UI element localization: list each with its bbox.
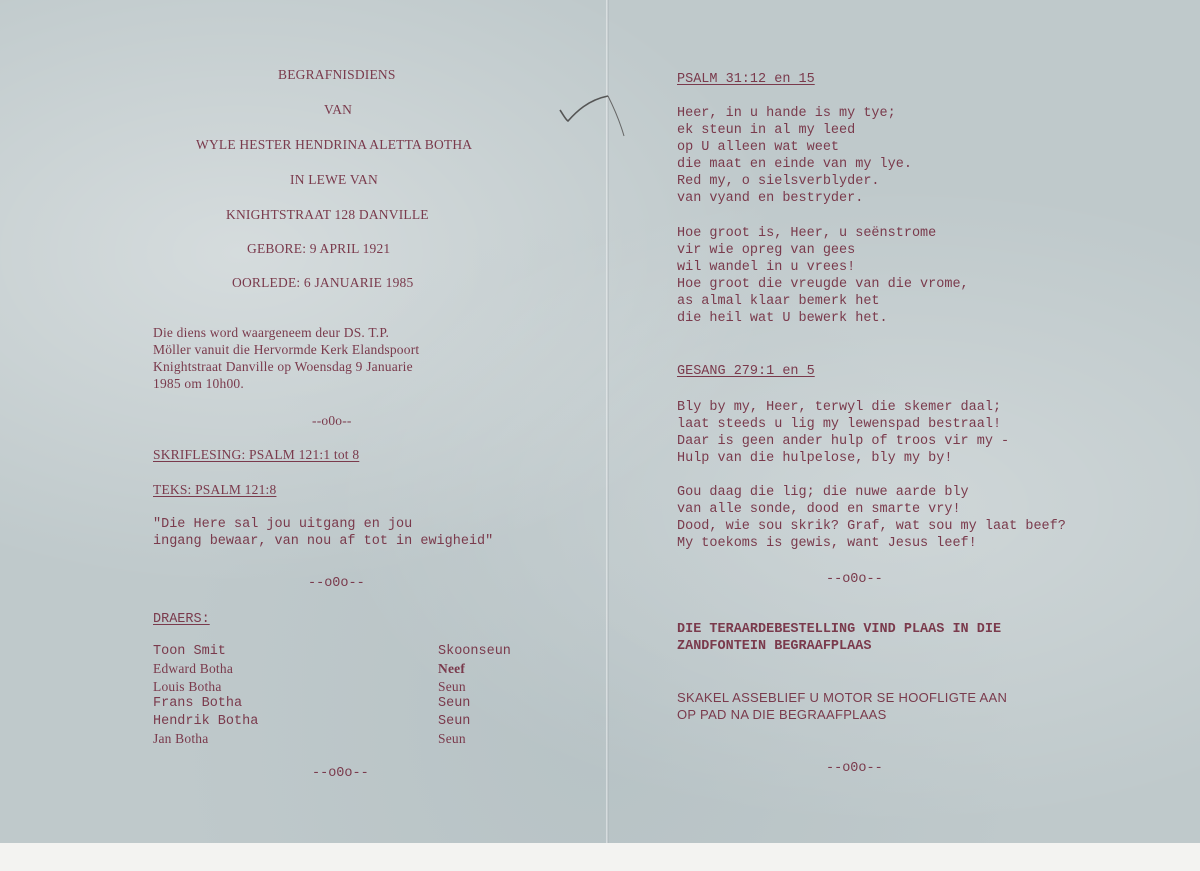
deceased-name: WYLE HESTER HENDRINA ALETTA BOTHA — [196, 137, 473, 152]
bearers-list — [153, 643, 613, 753]
bearer-name: Toon Smit — [153, 644, 226, 659]
separator: --o0o-- — [308, 576, 365, 591]
bearer-name: Edward Botha — [153, 661, 234, 676]
notice-line: OP PAD NA DIE BEGRAAFPLAAS — [677, 707, 887, 722]
verse-line: ek steun in al my leed — [677, 123, 856, 138]
verse-line: My toekoms is gewis, want Jesus leef! — [677, 536, 977, 551]
verse-line: die maat en einde van my lye. — [677, 157, 912, 172]
notice-line: DIE TERAARDEBESTELLING VIND PLAAS IN DIE — [677, 622, 1002, 637]
quote-line: ingang bewaar, van nou af tot in ewigheid" — [153, 534, 494, 549]
birth-date: GEBORE: 9 APRIL 1921 — [247, 241, 391, 256]
hymn-verse-2 — [677, 484, 1066, 552]
bearer-row — [153, 695, 613, 712]
verse-line: die heil wat U bewerk het. — [677, 311, 888, 326]
bearer-name: Louis Botha — [153, 679, 222, 694]
bearer-name: Frans Botha — [153, 696, 243, 711]
verse-line: Hulp van die hulpelose, bly my by! — [677, 451, 953, 466]
verse-line: Daar is geen ander hulp of troos vir my - — [677, 434, 1010, 449]
death-date: OORLEDE: 6 JANUARIE 1985 — [232, 275, 414, 290]
scan-border — [0, 843, 1200, 871]
bearer-relation: Seun — [438, 696, 471, 711]
service-line: Möller vanuit die Hervormde Kerk Elandspoort — [153, 342, 420, 357]
verse-line: Hoe groot die vreugde van die vrome, — [677, 277, 969, 292]
hymn-verse-1 — [677, 399, 1009, 467]
bearer-relation: Skoonseun — [438, 644, 511, 659]
bearer-relation: Seun — [438, 714, 471, 729]
residence-label: IN LEWE VAN — [290, 172, 378, 187]
bearer-relation: Seun — [438, 679, 466, 694]
notice-line: SKAKEL ASSEBLIEF U MOTOR SE HOOFLIGTE AAN — [677, 690, 1008, 705]
verse-line: Red my, o sielsverblyder. — [677, 174, 880, 189]
psalm-verse-2 — [677, 225, 969, 327]
bearer-row — [153, 678, 613, 695]
title-of: VAN — [324, 102, 353, 117]
verse-line: Bly by my, Heer, terwyl die skemer daal; — [677, 400, 1002, 415]
bearer-row — [153, 660, 613, 677]
burial-notice — [677, 621, 1001, 655]
bearer-row — [153, 713, 613, 730]
service-details — [153, 324, 419, 392]
bearer-relation: Seun — [438, 731, 466, 746]
bearer-row — [153, 730, 613, 747]
verse-line: Dood, wie sou skrik? Graf, wat sou my laat beef? — [677, 519, 1066, 534]
service-line: Die diens word waargeneem deur DS. T.P. — [153, 325, 390, 340]
verse-line: Gou daag die lig; die nuwe aarde bly — [677, 485, 969, 500]
psalm-verse-1 — [677, 105, 912, 207]
bearer-relation: Neef — [438, 661, 466, 676]
verse-line: op U alleen wat weet — [677, 140, 840, 155]
verse-line: vir wie opreg van gees — [677, 243, 856, 258]
separator: --o0o-- — [312, 413, 352, 428]
title-funeral-service: BEGRAFNISDIENS — [278, 67, 396, 82]
separator: --o0o-- — [826, 572, 883, 587]
check-mark-icon — [556, 88, 626, 148]
bearer-name: Hendrik Botha — [153, 714, 259, 729]
verse-line: Heer, in u hande is my tye; — [677, 106, 896, 121]
sermon-text-heading: TEKS: PSALM 121:8 — [153, 482, 277, 497]
bearer-name: Jan Botha — [153, 731, 209, 746]
service-line: 1985 om 10h00. — [153, 376, 244, 391]
verse-line: van alle sonde, dood en smarte vry! — [677, 502, 961, 517]
quote-line: "Die Here sal jou uitgang en jou — [153, 517, 413, 532]
psalm-heading: PSALM 31:12 en 15 — [677, 72, 815, 87]
separator: --o0o-- — [312, 766, 369, 781]
bearer-row — [153, 643, 613, 660]
scripture-reading-heading: SKRIFLESING: PSALM 121:1 tot 8 — [153, 447, 360, 462]
hymn-heading: GESANG 279:1 en 5 — [677, 364, 815, 379]
verse-line: as almal klaar bemerk het — [677, 294, 880, 309]
verse-line: wil wandel in u vrees! — [677, 260, 856, 275]
service-line: Knightstraat Danville op Woensdag 9 Januarie — [153, 359, 413, 374]
verse-line: laat steeds u lig my lewenspad bestraal! — [677, 417, 1002, 432]
notice-line: ZANDFONTEIN BEGRAAFPLAAS — [677, 639, 872, 654]
verse-line: van vyand en bestryder. — [677, 191, 864, 206]
separator: --o0o-- — [826, 761, 883, 776]
bearers-heading: DRAERS: — [153, 612, 210, 627]
verse-line: Hoe groot is, Heer, u seënstrome — [677, 226, 937, 241]
address: KNIGHTSTRAAT 128 DANVILLE — [226, 207, 429, 222]
scripture-quote — [153, 516, 493, 550]
headlights-notice — [677, 689, 1007, 723]
